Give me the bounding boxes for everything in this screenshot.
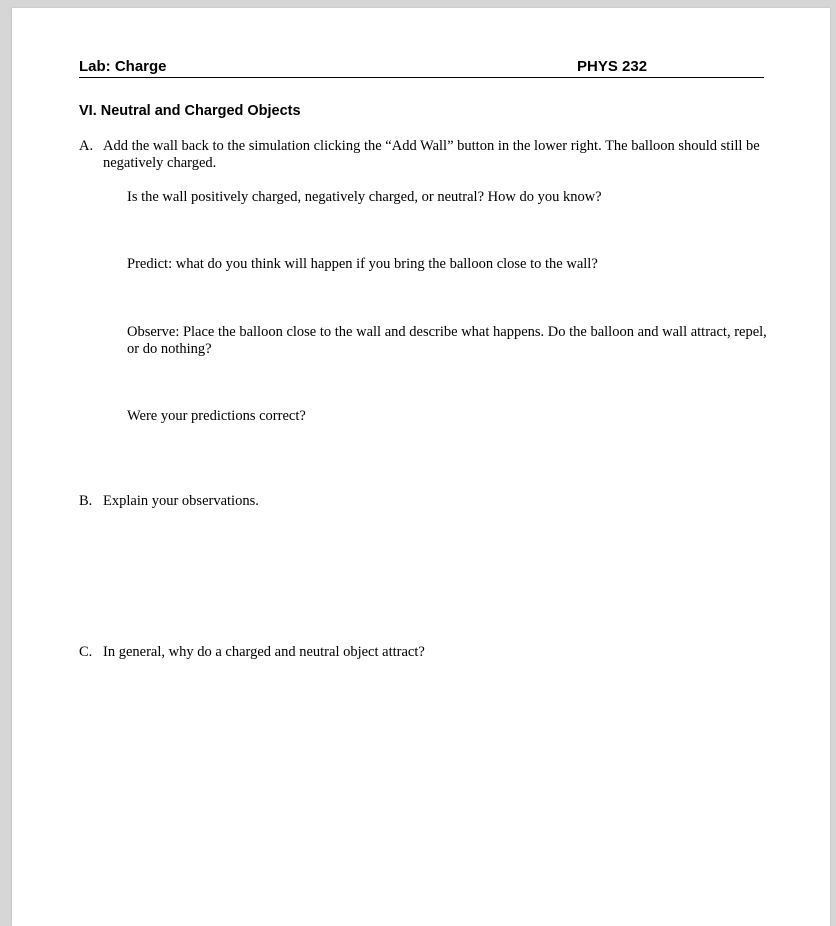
item-c-text: In general, why do a charged and neutral object attract? [103,644,425,660]
item-b-text: Explain your observations. [103,493,259,509]
item-c [79,644,769,661]
item-a [79,138,769,172]
item-a-letter: A. [79,138,94,154]
question-predict: Predict: what do you think will happen if you bring the balloon close to the wall? [127,256,598,272]
item-c-letter: C. [79,644,93,660]
page-header [79,58,764,78]
item-b-letter: B. [79,493,93,509]
question-wall-charge: Is the wall positively charged, negatively charged, or neutral? How do you know? [127,189,602,205]
question-observe: Observe: Place the balloon close to the wall and describe what happens. Do the balloon and wall attract, repel, or do nothing? [127,324,767,357]
section-title: VI. Neutral and Charged Objects [79,103,301,119]
question-predictions-correct: Were your predictions correct? [127,408,306,424]
item-b [79,493,769,510]
lab-title: Lab: Charge [79,58,167,75]
item-a-text: Add the wall back to the simulation clicking the “Add Wall” button in the lower right. The balloon should still be negatively charged. [103,138,760,171]
course-code: PHYS 232 [577,58,648,75]
document-page [12,8,830,926]
